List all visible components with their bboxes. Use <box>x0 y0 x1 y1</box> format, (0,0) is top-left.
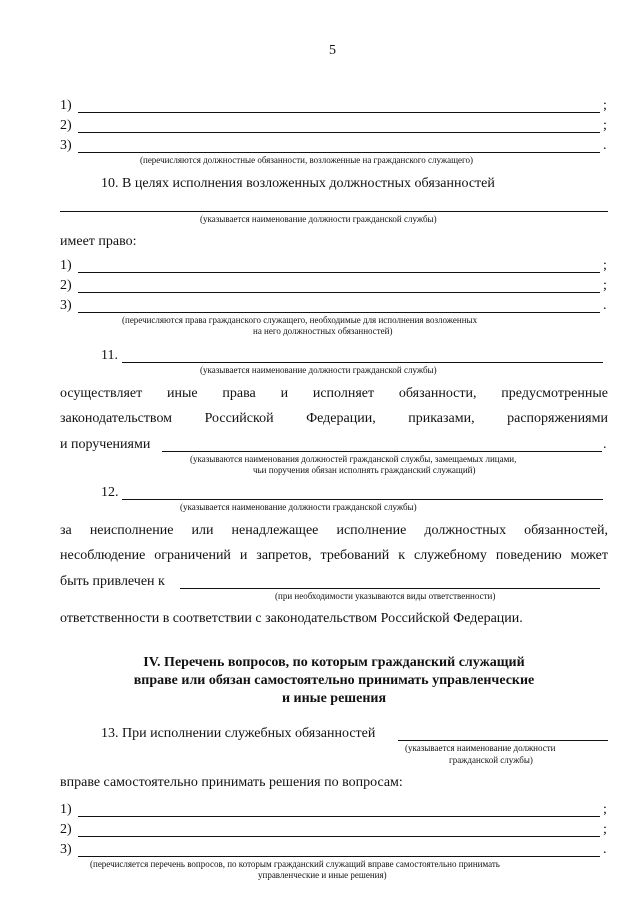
sec11-word: обязанности, <box>398 386 477 401</box>
sec11-word: предусмотренные <box>501 386 608 401</box>
sec11-text-line1 <box>60 386 608 402</box>
sec10-position-line <box>60 211 608 212</box>
sec13-item-1-number: 1) <box>60 802 72 817</box>
sec11-word: иные <box>167 386 198 401</box>
sec13-may-decide: вправе самостоятельно принимать решения по вопросам: <box>60 775 403 790</box>
sec11-number: 11. <box>101 348 118 363</box>
sec13-item-3-number: 3) <box>60 842 72 857</box>
sec11-caption: (указывается наименование должности гражданской службы) <box>200 365 437 375</box>
sec10-caption: (указывается наименование должности гражданской службы) <box>200 214 437 224</box>
sec12-liability-line <box>180 588 600 589</box>
sec9-item-2-number: 2) <box>60 118 72 133</box>
sec10-caption2-line2: на него должностных обязанностей) <box>253 326 393 336</box>
sec11-position-line <box>122 362 603 363</box>
sec9-item-1-line <box>78 112 600 113</box>
sec11-word: распоряжениями <box>507 411 608 426</box>
sec13-position-line <box>398 740 608 741</box>
sec12-word: может <box>570 548 608 563</box>
sec12-position-line <box>122 499 603 500</box>
sec11-word: Федерации, <box>306 411 376 426</box>
section4-title-line3: и иные решения <box>281 691 387 706</box>
sec12-word: и <box>239 548 248 563</box>
sec10-item-3-end: . <box>603 298 607 313</box>
sec12-word: служебному <box>413 548 487 563</box>
sec13-caption-line1: (указывается наименование должности <box>405 743 556 753</box>
sec9-item-3-number: 3) <box>60 138 72 153</box>
sec10-item-2-end: ; <box>603 278 607 293</box>
sec12-text-line1 <box>60 523 608 539</box>
sec13-item-3-end: . <box>603 842 607 857</box>
sec9-caption: (перечисляются должностные обязанности, возложенные на гражданского служащего) <box>140 155 473 165</box>
sec13-item-2-end: ; <box>603 822 607 837</box>
sec11-word: и <box>280 386 289 401</box>
sec11-word: права <box>222 386 256 401</box>
sec10-item-3-line <box>78 312 600 313</box>
sec9-item-2-end: ; <box>603 118 607 133</box>
sec10-item-2-line <box>78 292 600 293</box>
sec12-word: запретов, <box>256 548 312 563</box>
sec12-text-line2 <box>60 548 608 564</box>
sec11-text-line3: и поручениями <box>60 437 151 452</box>
sec10-item-1-end: ; <box>603 258 607 273</box>
sec12-word: или <box>191 523 214 538</box>
sec11-text-line2 <box>60 411 608 427</box>
sec11-end: . <box>603 437 607 452</box>
sec13-item-2-line <box>78 836 600 837</box>
sec12-word: несоблюдение <box>60 548 146 563</box>
page-number: 5 <box>329 43 336 58</box>
sec12-word: требований <box>320 548 390 563</box>
sec12-word: исполнение <box>336 523 407 538</box>
sec10-caption2-line1: (перечисляются права гражданского служащего, необходимые для исполнения возложенных <box>122 315 478 325</box>
sec13-caption2-line1: (перечисляется перечень вопросов, по которым гражданский служащий вправе самостоятельно принимать <box>90 859 500 869</box>
sec12-text-line4: ответственности в соответствии с законодательством Российской Федерации. <box>60 611 523 626</box>
sec9-item-3-line <box>78 152 600 153</box>
sec13-item-2-number: 2) <box>60 822 72 837</box>
sec12-word: обязанностей, <box>524 523 608 538</box>
sec12-word: ограничений <box>154 548 231 563</box>
sec10-item-1-number: 1) <box>60 258 72 273</box>
sec10-lead: 10. В целях исполнения возложенных должностных обязанностей <box>101 176 495 191</box>
sec10-item-1-line <box>78 272 600 273</box>
sec13-item-3-line <box>78 856 600 857</box>
sec13-item-1-line <box>78 816 600 817</box>
sec12-word: должностных <box>424 523 507 538</box>
sec11-word: приказами, <box>408 411 475 426</box>
sec9-item-1-end: ; <box>603 98 607 113</box>
sec10-item-2-number: 2) <box>60 278 72 293</box>
section4-title-line2: вправе или обязан самостоятельно принимать управленческие <box>133 673 535 688</box>
sec12-word: к <box>398 548 406 563</box>
sec12-number: 12. <box>101 485 119 500</box>
sec10-has-right: имеет право: <box>60 234 137 249</box>
sec12-text-line3: быть привлечен к <box>60 574 165 589</box>
sec11-word: исполняет <box>312 386 375 401</box>
sec13-caption-line2: гражданской службы) <box>449 755 533 765</box>
sec11-word: Российской <box>204 411 274 426</box>
sec12-word: неисполнение <box>89 523 174 538</box>
sec13-lead: 13. При исполнении служебных обязанностей <box>101 726 376 741</box>
sec11-word: законодательством <box>60 411 173 426</box>
sec11-caption2-line1: (указываются наименования должностей гражданской службы, замещаемых лицами, <box>190 454 517 464</box>
sec12-word: ненадлежащее <box>231 523 319 538</box>
section4-title-line1: IV. Перечень вопросов, по которым гражданский служащий <box>143 655 525 670</box>
sec12-caption2: (при необходимости указываются виды ответственности) <box>275 591 496 601</box>
sec11-orders-line <box>162 451 602 452</box>
sec13-item-1-end: ; <box>603 802 607 817</box>
sec9-item-2-line <box>78 132 600 133</box>
sec10-item-3-number: 3) <box>60 298 72 313</box>
sec9-item-3-end: . <box>603 138 607 153</box>
sec12-word: поведению <box>495 548 562 563</box>
sec11-caption2-line2: чьи поручения обязан исполнять гражданский служащий) <box>253 465 476 475</box>
sec9-item-1-number: 1) <box>60 98 72 113</box>
sec11-word: осуществляет <box>60 386 143 401</box>
sec12-word: за <box>60 523 72 538</box>
sec13-caption2-line2: управленческие и иные решения) <box>258 870 387 880</box>
sec12-caption: (указывается наименование должности гражданской службы) <box>180 502 417 512</box>
